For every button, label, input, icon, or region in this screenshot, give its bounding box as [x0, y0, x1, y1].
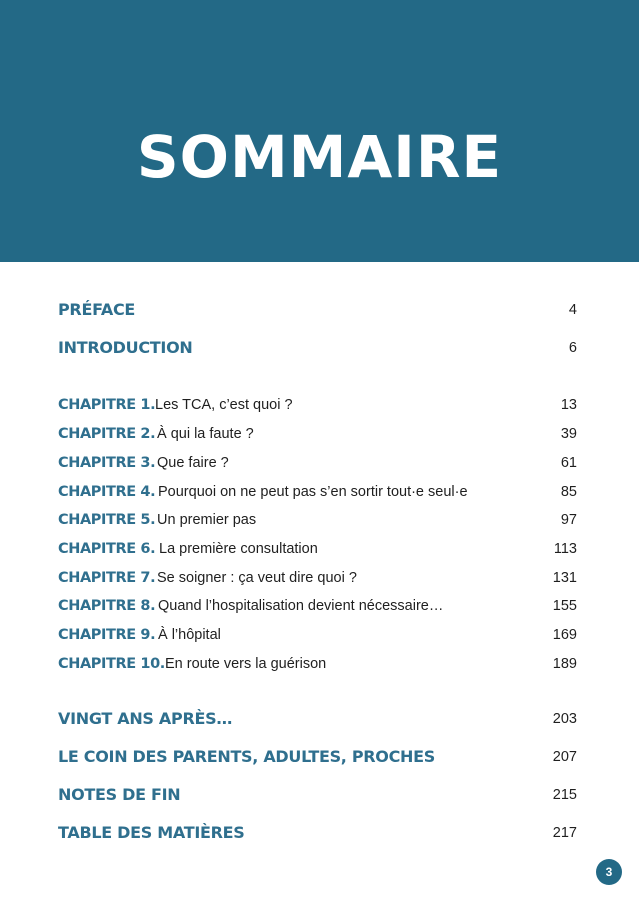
chapter-label: CHAPITRE 2.: [58, 426, 156, 442]
toc-entry-chapter-8[interactable]: [58, 595, 577, 617]
toc-entry-chapter-10[interactable]: [58, 653, 577, 675]
toc-entry-notes-de-fin[interactable]: [58, 784, 577, 806]
toc-page-number: 155: [552, 598, 577, 614]
toc-page-number: 189: [552, 656, 577, 672]
toc-section-label: TABLE DES MATIÈRES: [58, 823, 245, 842]
toc-entry-chapter-1[interactable]: [58, 394, 577, 416]
toc-entry-chapter-3[interactable]: [58, 452, 577, 474]
chapter-label: CHAPITRE 4.: [58, 484, 156, 500]
toc-section-label: NOTES DE FIN: [58, 785, 181, 804]
chapter-title: La première consultation: [159, 541, 318, 557]
chapter-title: Quand l’hospitalisation devient nécessaire…: [158, 598, 444, 614]
toc-entry-introduction[interactable]: [58, 337, 577, 359]
chapter-label: CHAPITRE 8.: [58, 598, 156, 614]
page-title: SOMMAIRE: [136, 123, 503, 191]
chapter-title: Un premier pas: [157, 512, 257, 528]
chapter-label: CHAPITRE 1.: [58, 397, 156, 413]
toc-entry-preface[interactable]: [58, 299, 577, 321]
chapter-title: Se soigner : ça veut dire quoi ?: [157, 570, 357, 586]
toc-entry-chapter-7[interactable]: [58, 567, 577, 589]
chapter-title: À l’hôpital: [158, 627, 221, 643]
chapter-label: CHAPITRE 5.: [58, 512, 156, 528]
toc-entry-vingt-ans-apres[interactable]: [58, 708, 577, 730]
toc-entry-table-des-matieres[interactable]: [58, 822, 577, 844]
toc-section-label: INTRODUCTION: [58, 338, 193, 357]
toc-page-number: 97: [560, 512, 577, 528]
toc-page-number: 85: [560, 484, 577, 500]
toc-entry-chapter-4[interactable]: [58, 481, 577, 503]
toc-entry-coin-des-parents[interactable]: [58, 746, 577, 768]
toc-entry-chapter-6[interactable]: [58, 538, 577, 560]
toc-page-number: 203: [552, 711, 577, 727]
chapter-title: À qui la faute ?: [157, 426, 254, 442]
toc-page-number: 61: [560, 455, 577, 471]
toc-page-number: 4: [568, 302, 577, 318]
toc-section-label: PRÉFACE: [58, 300, 136, 319]
toc-page-number: 169: [552, 627, 577, 643]
header-banner: [0, 0, 639, 262]
toc-entry-chapter-9[interactable]: [58, 624, 577, 646]
chapter-label: CHAPITRE 9.: [58, 627, 156, 643]
chapter-title: Pourquoi on ne peut pas s’en sortir tout·e seul·e: [158, 484, 468, 500]
toc-page-number: 131: [552, 570, 577, 586]
toc-entry-chapter-2[interactable]: [58, 423, 577, 445]
chapter-label: CHAPITRE 6.: [58, 541, 156, 557]
toc-page-number: 39: [560, 426, 577, 442]
toc-page-number: 6: [568, 340, 577, 356]
toc-page-number: 215: [552, 787, 577, 803]
chapter-label: CHAPITRE 7.: [58, 570, 156, 586]
chapter-title: Les TCA, c’est quoi ?: [155, 397, 293, 413]
chapter-title: Que faire ?: [157, 455, 229, 471]
toc-section-label: VINGT ANS APRÈS…: [58, 709, 233, 728]
toc-page-number: 113: [553, 541, 577, 557]
toc-page-number: 207: [552, 749, 577, 765]
toc-entry-chapter-5[interactable]: [58, 509, 577, 531]
chapter-label: CHAPITRE 3.: [58, 455, 156, 471]
toc-page-number: 13: [560, 397, 577, 413]
toc-section-label: LE COIN DES PARENTS, ADULTES, PROCHES: [58, 747, 435, 766]
page-number-badge: 3: [596, 859, 622, 885]
chapter-title: En route vers la guérison: [165, 656, 327, 672]
toc-page-number: 217: [552, 825, 577, 841]
chapter-label: CHAPITRE 10.: [58, 656, 165, 672]
